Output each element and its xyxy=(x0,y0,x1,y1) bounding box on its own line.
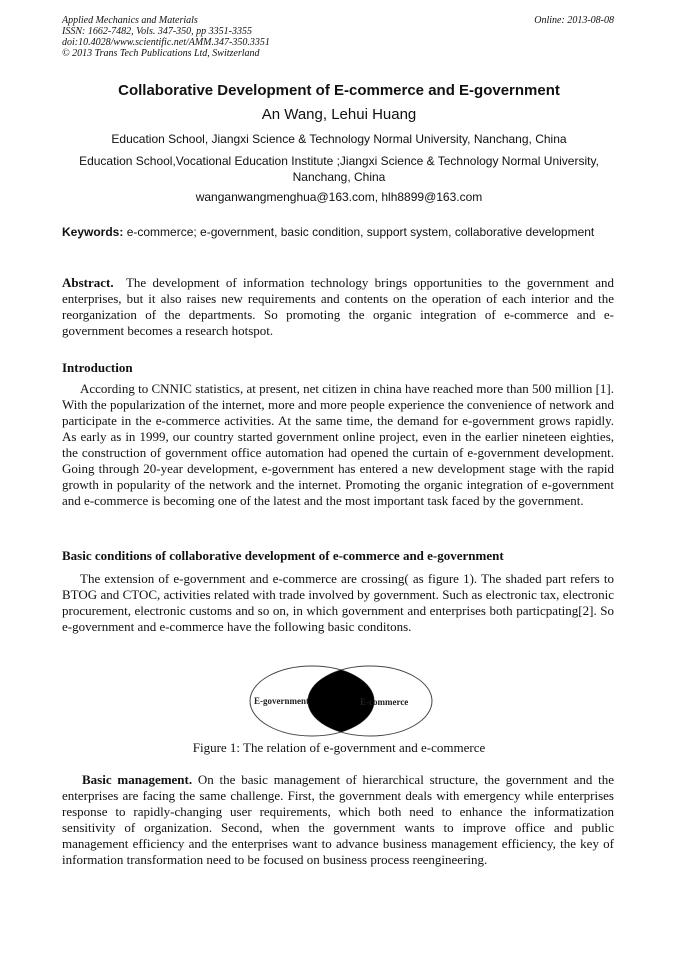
authors: An Wang, Lehui Huang xyxy=(261,106,417,123)
basic-management-text: On the basic management of hierarchical structure, the government and the enterprises are facing the same challenge. First, the government deals with emergency while enterprises response to rapidly-changing user requirements, which both need to enhance the informatization sensitivity of organization. Second, when the government wants to improve office and public management efficiency and the enterprises want to advance business management efficiency, the key of information transformation need to be focused on business process reengineering. xyxy=(62,772,615,867)
copyright-line: © 2013 Trans Tech Publications Ltd, Switzerland xyxy=(62,48,260,59)
issn-line: ISSN: 1662-7482, Vols. 347-350, pp 3351-3355 xyxy=(62,26,252,37)
basic-management-label: Basic management. xyxy=(82,772,193,787)
journal-header xyxy=(62,15,270,59)
figure-caption: Figure 1: The relation of e-government and e-commerce xyxy=(192,740,486,755)
venn-diagram xyxy=(248,664,434,738)
abstract xyxy=(62,275,614,339)
author-emails: wanganwangmenghua@163.com, hlh8899@163.com xyxy=(195,190,483,204)
keywords-text: e-commerce; e-government, basic condition, support system, collaborative development xyxy=(126,225,595,239)
journal-name: Applied Mechanics and Materials xyxy=(62,15,198,26)
e-commerce-label: E-commerce xyxy=(360,697,409,707)
basic-conditions-heading: Basic conditions of collaborative development of e-commerce and e-government xyxy=(62,548,504,563)
online-date: Online: 2013-08-08 xyxy=(534,15,614,26)
introduction-text: According to CNNIC statistics, at present, net citizen in china have reached more than 500 million [1]. With the popularization of the internet, more and more people experience the convenience of network and participate in the e-commerce activities. At the same time, the demand for e-government grows rapidly. As early as in 1999, our country started government online project, even in the earlier nineteen eighties, the construction of government office automation had opened the curtain of e-government development. Going through 20-year development, e-government has entered a new development stage with the rapid growth in popularity of the network and the internet. Promoting the organic integration of e-government and e-commerce is becoming one of the latest and the most important task faced by the government. xyxy=(62,381,614,508)
affiliation-2: Education School,Vocational Education Institute ;Jiangxi Science & Technology Normal University, Nanchang, China xyxy=(79,154,599,184)
abstract-label: Abstract. xyxy=(62,275,114,290)
keywords-label: Keywords: xyxy=(62,225,124,239)
keywords xyxy=(62,224,614,240)
e-government-label: E-government xyxy=(254,696,309,706)
abstract-text: The development of information technology brings opportunities to the government and enterprises, but it also raises new requirements and contents on the operation of each interior and the reorganization of the departments. So promoting the organic integration of e-commerce and e-government becomes a research hotspot. xyxy=(62,275,615,338)
basic-conditions-text: The extension of e-government and e-commerce are crossing( as figure 1). The shaded part refers to BTOG and CTOC, activities related with trade involved by government. Such as electronic tax, electronic procurement, electronic customs and so on, in which government and enterprises both particpating[2]. So e-government and e-commerce have the following basic conditons. xyxy=(62,571,614,634)
affiliation-1: Education School, Jiangxi Science & Technology Normal University, Nanchang, China xyxy=(111,132,567,146)
paper-title: Collaborative Development of E-commerce and E-government xyxy=(118,82,560,99)
introduction-heading: Introduction xyxy=(62,360,133,375)
doi-line: doi:10.4028/www.scientific.net/AMM.347-350.3351 xyxy=(62,37,270,48)
basic-management xyxy=(62,772,614,868)
